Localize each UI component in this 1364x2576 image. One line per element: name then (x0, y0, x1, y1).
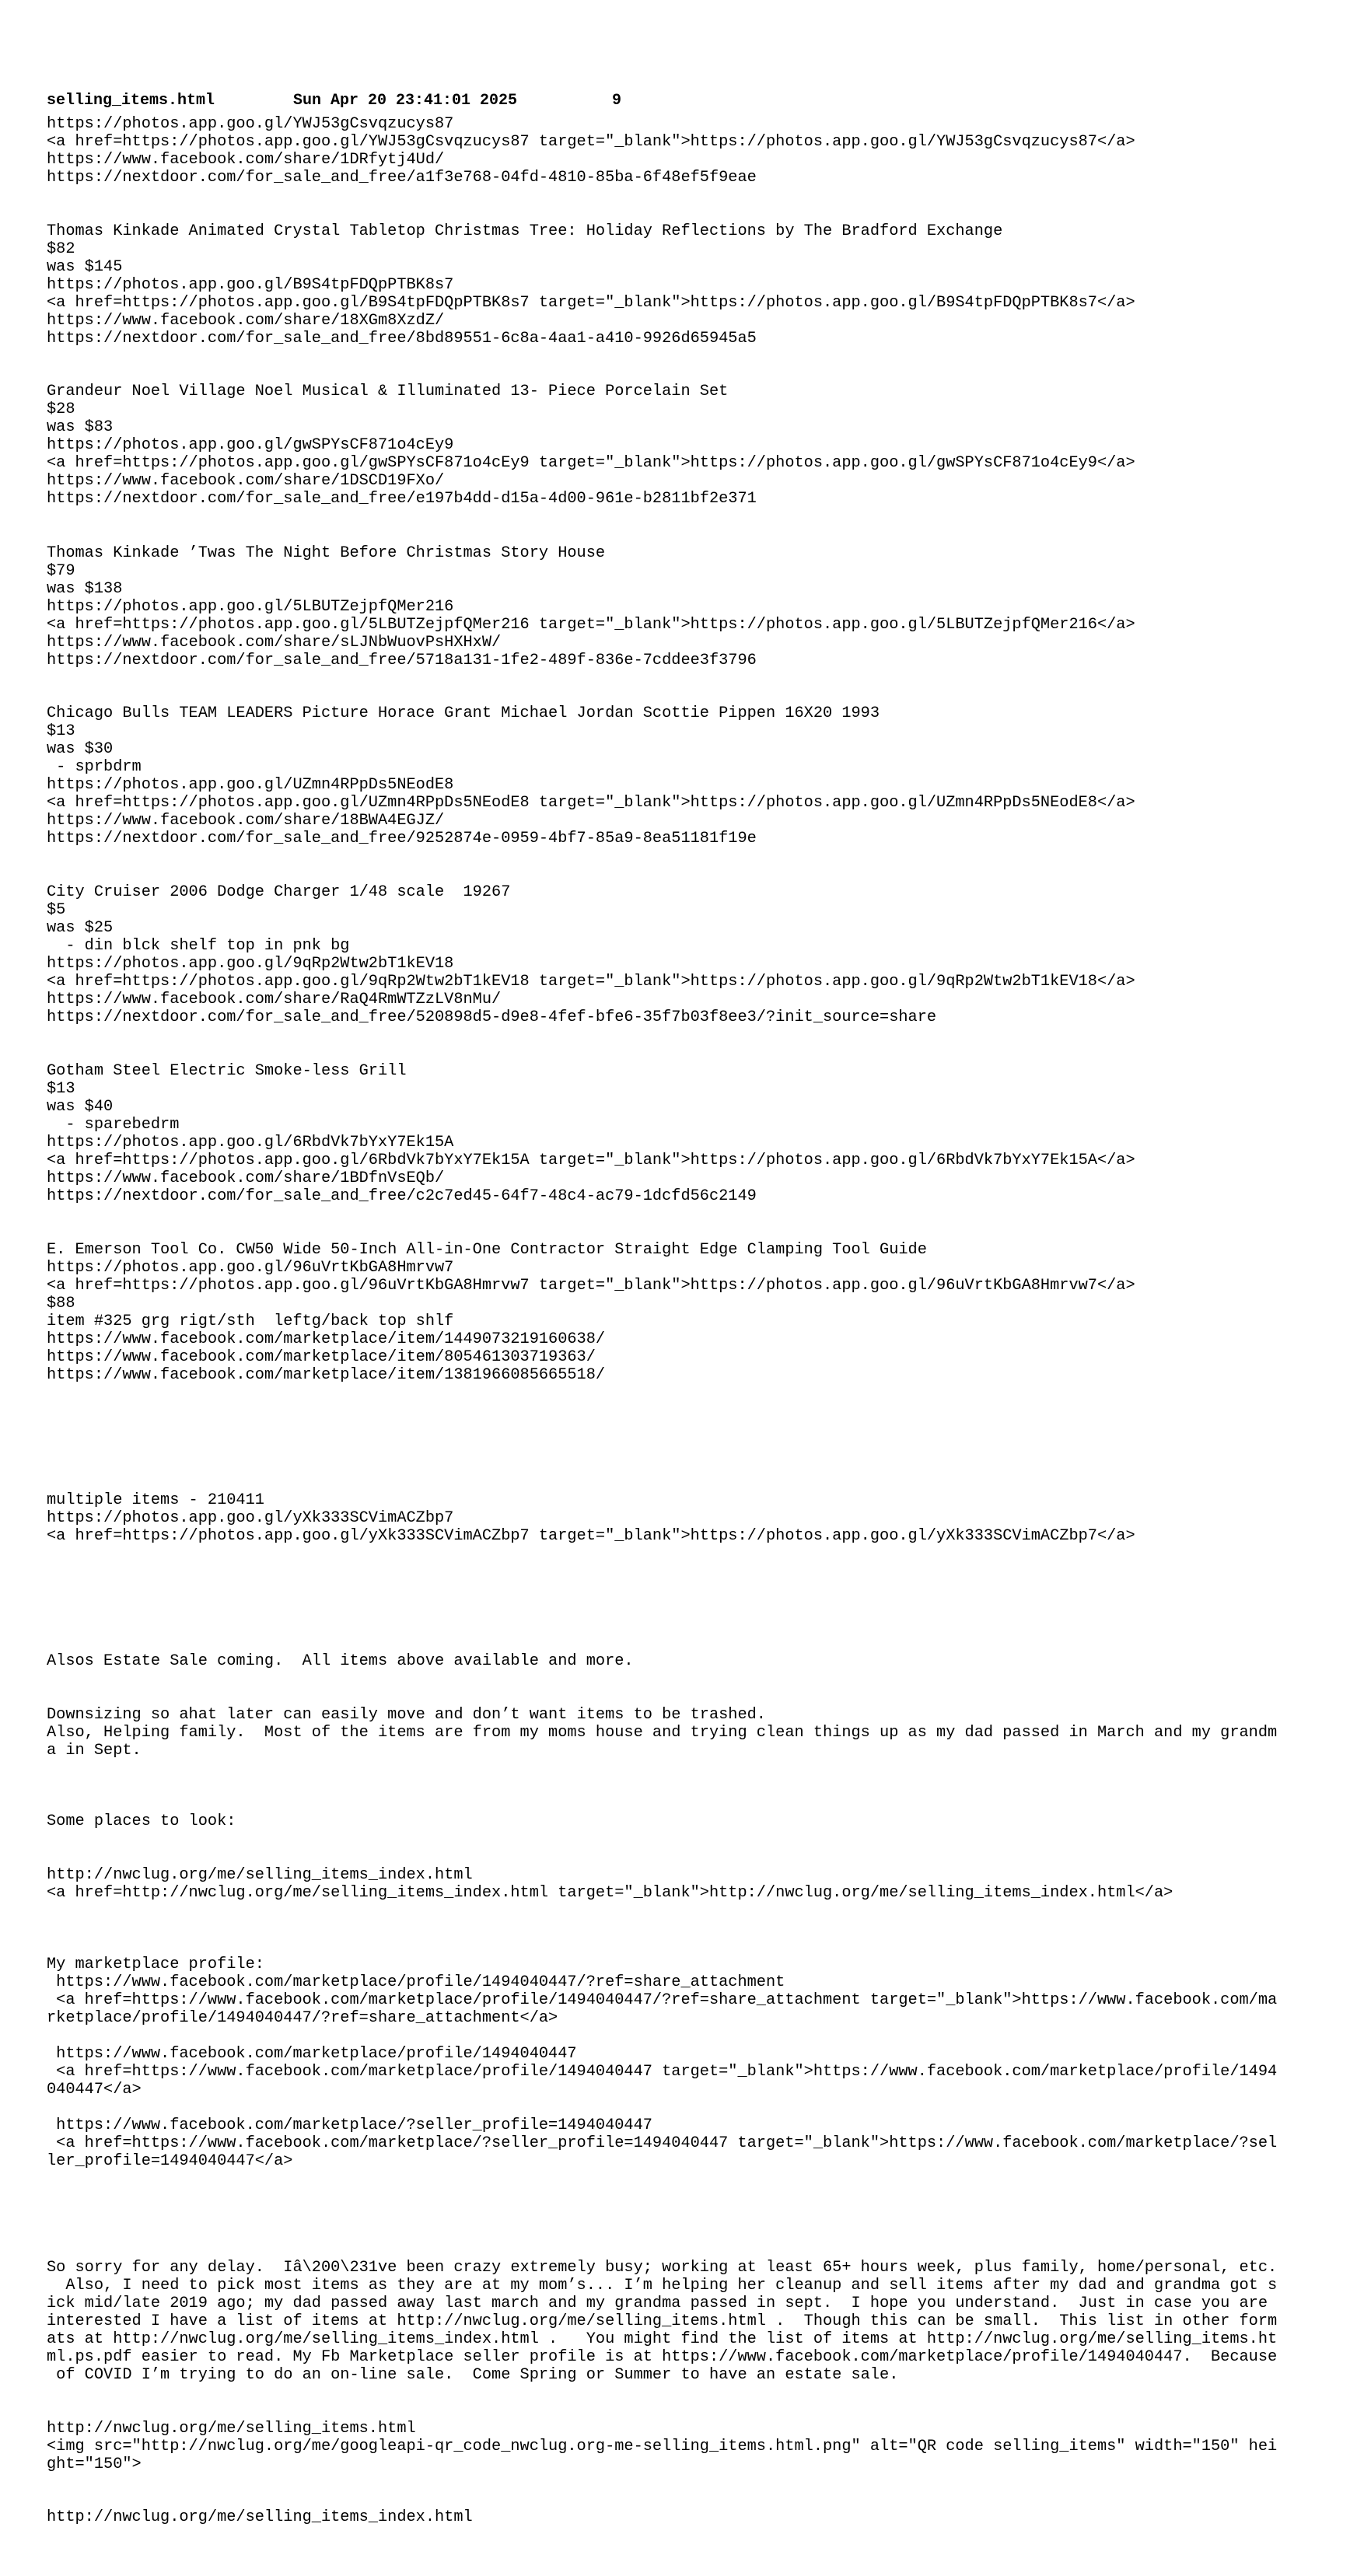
text-line: - din blck shelf top in pnk bg (47, 937, 350, 955)
text-line: was $145 (47, 258, 123, 276)
text-line: $82 (47, 240, 75, 258)
text-line: https://photos.app.goo.gl/B9S4tpFDQpPTBK8s7 (47, 276, 454, 294)
text-line: https://www.facebook.com/marketplace/profile/1494040447 (47, 2045, 577, 2063)
text-line: <a href=http://nwclug.org/me/selling_items_index.html target="_blank">http://nwclug.org/me/selling_items_index.html</a> (47, 1884, 1173, 1902)
text-line: https://www.facebook.com/marketplace/?seller_profile=1494040447 (47, 2116, 652, 2134)
text-line: https://photos.app.goo.gl/yXk333SCVimACZbp7 (47, 1509, 454, 1527)
text-line: Chicago Bulls TEAM LEADERS Picture Horace Grant Michael Jordan Scottie Pippen 16X20 1993 (47, 704, 880, 722)
text-line: https://www.facebook.com/share/sLJNbWuovPsHXHxW/ (47, 634, 502, 652)
text-line: E. Emerson Tool Co. CW50 Wide 50-Inch All-in-One Contractor Straight Edge Clamping Tool Guide (47, 1241, 927, 1259)
text-line: ats at http://nwclug.org/me/selling_items_index.html . You might find the list of items at http://nwclug.org/me/selling_items.ht (47, 2330, 1278, 2348)
text-line: https://nextdoor.com/for_sale_and_free/5718a131-1fe2-489f-836e-7cddee3f3796 (47, 652, 757, 669)
text-line: was $40 (47, 1098, 114, 1116)
text-line: <a href=https://photos.app.goo.gl/B9S4tpFDQpPTBK8s7 target="_blank">https://photos.app.goo.gl/B9S4tpFDQpPTBK8s7</a> (47, 294, 1135, 312)
text-line: <a href=https://photos.app.goo.gl/6RbdVk7bYxY7Ek15A target="_blank">https://photos.app.goo.gl/6RbdVk7bYxY7Ek15A</a> (47, 1152, 1135, 1169)
text-line: was $30 (47, 740, 114, 758)
text-line: Also, I need to pick most items as they are at my mom’s... I’m helping her cleanup and sell items after my dad and grandma got s (47, 2277, 1278, 2295)
text-line: https://nextdoor.com/for_sale_and_free/9252874e-0959-4bf7-85a9-8ea51181f19e (47, 830, 757, 848)
text-line: - sparebedrm (47, 1116, 180, 1134)
text-line: ght="150"> (47, 2455, 142, 2473)
text-line: rketplace/profile/1494040447/?ref=share_attachment</a> (47, 2009, 558, 2027)
text-line: https://www.facebook.com/share/1BDfnVsEQb/ (47, 1169, 445, 1187)
text-line: https://photos.app.goo.gl/5LBUTZejpfQMer216 (47, 598, 454, 616)
text-line: http://nwclug.org/me/selling_items_index.html (47, 1866, 473, 1884)
text-line: https://nextdoor.com/for_sale_and_free/c2c7ed45-64f7-48c4-ac79-1dcfd56c2149 (47, 1187, 757, 1205)
text-line: of COVID I’m trying to do an on-line sale. Come Spring or Summer to have an estate sale. (47, 2366, 899, 2384)
header-filename: selling_items.html (47, 92, 215, 110)
text-line: ick mid/late 2019 ago; my dad passed away last march and my grandma passed in sept. I hope you understand. Just in case you are (47, 2295, 1268, 2312)
text-line: <a href=https://www.facebook.com/marketplace/profile/1494040447/?ref=share_attachment target="_blank">https://www.facebook.com/ma (47, 1991, 1278, 2009)
text-line: $13 (47, 1080, 75, 1098)
text-line: was $83 (47, 418, 114, 436)
text-line: <a href=https://www.facebook.com/marketplace/profile/1494040447 target="_blank">https://www.facebook.com/marketplace/profile/1494 (47, 2063, 1278, 2081)
text-line: https://photos.app.goo.gl/96uVrtKbGA8Hmrvw7 (47, 1259, 454, 1277)
text-line: https://photos.app.goo.gl/YWJ53gCsvqzucys87 (47, 115, 454, 133)
text-line: https://www.facebook.com/share/RaQ4RmWTZzLV8nMu/ (47, 991, 502, 1008)
text-line: a in Sept. (47, 1742, 142, 1760)
text-line: <a href=https://photos.app.goo.gl/5LBUTZejpfQMer216 target="_blank">https://photos.app.goo.gl/5LBUTZejpfQMer216</a> (47, 616, 1135, 634)
text-line: https://nextdoor.com/for_sale_and_free/a1f3e768-04fd-4810-85ba-6f48ef5f9eae (47, 169, 757, 187)
text-line: https://nextdoor.com/for_sale_and_free/e197b4dd-d15a-4d00-961e-b2811bf2e371 (47, 490, 757, 508)
text-line: http://nwclug.org/me/selling_items.html (47, 2420, 416, 2438)
text-line: https://www.facebook.com/share/1DRfytj4Ud/ (47, 151, 445, 169)
text-line: Some places to look: (47, 1812, 236, 1830)
text-line: item #325 grg rigt/sth leftg/back top shlf (47, 1312, 454, 1330)
text-line: $28 (47, 400, 75, 418)
text-line: https://nextdoor.com/for_sale_and_free/8bd89551-6c8a-4aa1-a410-9926d65945a5 (47, 330, 757, 348)
text-line: Thomas Kinkade ’Twas The Night Before Christmas Story House (47, 544, 606, 562)
text-line: ml.ps.pdf easier to read. My Fb Marketplace seller profile is at https://www.facebook.com/marketplace/profile/1494040447. Because (47, 2348, 1278, 2366)
text-line: Gotham Steel Electric Smoke-less Grill (47, 1062, 407, 1080)
text-line: multiple items - 210411 (47, 1491, 264, 1509)
text-line: $13 (47, 722, 75, 740)
text-line: My marketplace profile: (47, 1956, 264, 1973)
text-line: https://nextdoor.com/for_sale_and_free/520898d5-d9e8-4fef-bfe6-35f7b03f8ee3/?init_source=share (47, 1008, 937, 1026)
text-line: $79 (47, 562, 75, 580)
text-line: https://www.facebook.com/share/18BWA4EGJZ/ (47, 812, 445, 830)
text-line: https://photos.app.goo.gl/6RbdVk7bYxY7Ek15A (47, 1134, 454, 1152)
text-line: $88 (47, 1295, 75, 1312)
text-line: https://www.facebook.com/marketplace/profile/1494040447/?ref=share_attachment (47, 1973, 785, 1991)
text-line: http://nwclug.org/me/selling_items_index.html (47, 2508, 473, 2526)
text-line: - sprbdrm (47, 758, 142, 776)
text-line: interested I have a list of items at http://nwclug.org/me/selling_items.html . Though this can be small. This list in other form (47, 2312, 1278, 2330)
text-line: <a href=https://photos.app.goo.gl/yXk333SCVimACZbp7 target="_blank">https://photos.app.goo.gl/yXk333SCVimACZbp7</a> (47, 1527, 1135, 1545)
text-line: Downsizing so ahat later can easily move and don’t want items to be trashed. (47, 1706, 766, 1724)
text-line: https://www.facebook.com/marketplace/item/1449073219160638/ (47, 1330, 606, 1348)
text-line: was $25 (47, 919, 114, 937)
text-line: <a href=https://photos.app.goo.gl/96uVrtKbGA8Hmrvw7 target="_blank">https://photos.app.goo.gl/96uVrtKbGA8Hmrvw7</a> (47, 1277, 1135, 1295)
text-line: was $138 (47, 580, 123, 598)
text-line: https://www.facebook.com/marketplace/item/1381966085665518/ (47, 1366, 606, 1384)
text-line: https://www.facebook.com/share/18XGm8XzdZ/ (47, 312, 445, 330)
text-line: ler_profile=1494040447</a> (47, 2152, 293, 2170)
text-line: Alsos Estate Sale coming. All items above available and more. (47, 1652, 634, 1670)
header-page-number: 9 (612, 92, 622, 110)
text-line: City Cruiser 2006 Dodge Charger 1/48 scale 19267 (47, 883, 511, 901)
text-line: <a href=https://photos.app.goo.gl/YWJ53gCsvqzucys87 target="_blank">https://photos.app.goo.gl/YWJ53gCsvqzucys87</a> (47, 133, 1135, 151)
text-line: https://www.facebook.com/share/1DSCD19FXo/ (47, 472, 445, 490)
text-line: <a href=https://www.facebook.com/marketplace/?seller_profile=1494040447 target="_blank">https://www.facebook.com/marketplace/?sel (47, 2134, 1278, 2152)
text-line: <a href=https://photos.app.goo.gl/UZmn4RPpDs5NEodE8 target="_blank">https://photos.app.goo.gl/UZmn4RPpDs5NEodE8</a> (47, 794, 1135, 812)
header-date: Sun Apr 20 23:41:01 2025 (293, 92, 518, 110)
text-line: <img src="http://nwclug.org/me/googleapi-qr_code_nwclug.org-me-selling_items.html.png" alt="QR code selling_items" width="150" hei (47, 2438, 1278, 2455)
text-line: https://www.facebook.com/marketplace/item/805461303719363/ (47, 1348, 596, 1366)
text-line: Also, Helping family. Most of the items are from my moms house and trying clean things up as my dad passed in March and my grandm (47, 1724, 1278, 1742)
text-line: https://photos.app.goo.gl/gwSPYsCF871o4cEy9 (47, 436, 454, 454)
text-line: <a href=https://photos.app.goo.gl/gwSPYsCF871o4cEy9 target="_blank">https://photos.app.goo.gl/gwSPYsCF871o4cEy9</a> (47, 454, 1135, 472)
text-line: <a href=https://photos.app.goo.gl/9qRp2Wtw2bT1kEV18 target="_blank">https://photos.app.goo.gl/9qRp2Wtw2bT1kEV18</a> (47, 973, 1135, 991)
text-line: https://photos.app.goo.gl/9qRp2Wtw2bT1kEV18 (47, 955, 454, 973)
text-line: Thomas Kinkade Animated Crystal Tabletop Christmas Tree: Holiday Reflections by The Bradford Exchange (47, 222, 1003, 240)
text-line: Grandeur Noel Village Noel Musical & Illuminated 13- Piece Porcelain Set (47, 383, 729, 400)
text-line: So sorry for any delay. Iâ\200\231ve been crazy extremely busy; working at least 65+ hours week, plus family, home/personal, etc. (47, 2259, 1278, 2277)
page-header (47, 92, 621, 110)
text-line: https://photos.app.goo.gl/UZmn4RPpDs5NEodE8 (47, 776, 454, 794)
text-line: $5 (47, 901, 66, 919)
text-line: 040447</a> (47, 2081, 142, 2099)
